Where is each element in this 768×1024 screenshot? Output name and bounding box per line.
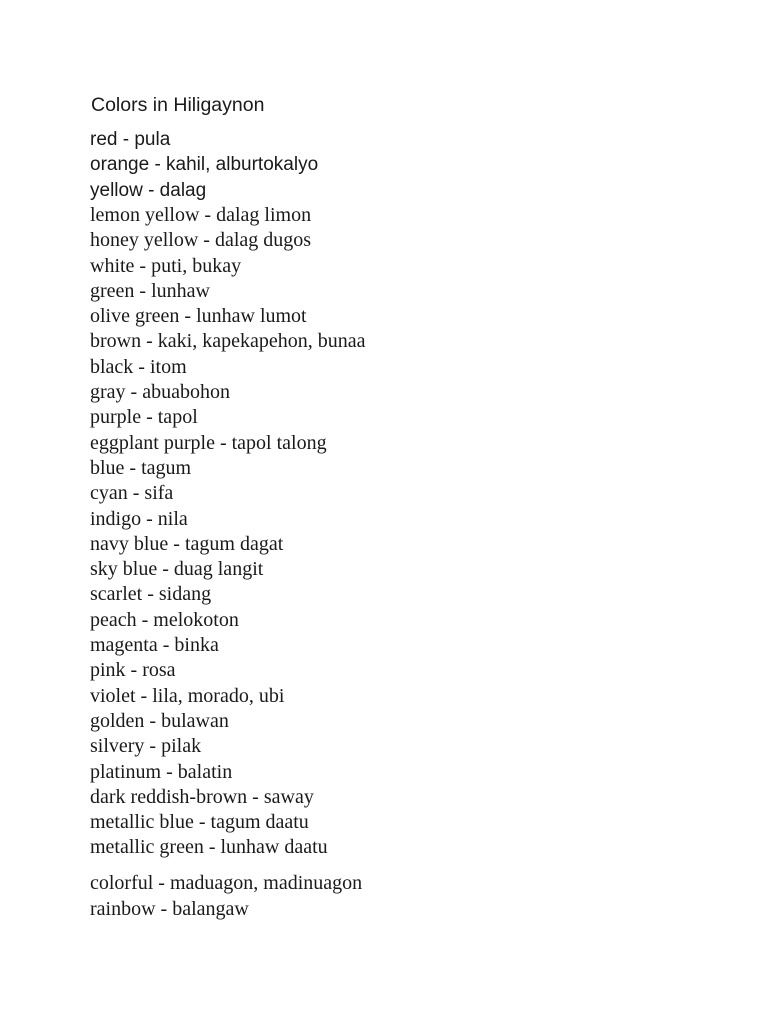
color-entry: indigo - nila xyxy=(90,507,188,530)
primary-color-list xyxy=(90,127,318,203)
color-entry: green - lunhaw xyxy=(90,279,210,302)
color-entry: dark reddish-brown - saway xyxy=(90,785,314,808)
color-entry: lemon yellow - dalag limon xyxy=(90,204,312,226)
color-entry: red - pula xyxy=(90,129,171,150)
color-entry: silvery - pilak xyxy=(90,735,202,758)
color-entry: olive green - lunhaw lumot xyxy=(90,305,307,328)
color-entry: yellow - dalag xyxy=(90,179,207,201)
color-entry: platinum - balatin xyxy=(90,760,233,783)
color-entry: honey yellow - dalag dugos xyxy=(90,229,312,252)
color-entry: metallic green - lunhaw daatu xyxy=(90,836,328,859)
color-entry: white - puti, bukay xyxy=(90,254,242,277)
color-list xyxy=(90,203,365,861)
color-entry: violet - lila, morado, ubi xyxy=(90,684,285,707)
color-entry: scarlet - sidang xyxy=(90,583,212,606)
color-entry: purple - tapol xyxy=(90,406,198,429)
color-entry: metallic blue - tagum daatu xyxy=(90,811,309,834)
color-entry: navy blue - tagum dagat xyxy=(90,532,284,555)
color-entry: pink - rosa xyxy=(90,659,176,682)
color-entry: black - itom xyxy=(90,355,187,378)
color-entry: cyan - sifa xyxy=(90,482,174,505)
color-entry: rainbow - balangaw xyxy=(90,898,249,920)
color-entry: gray - abuabohon xyxy=(90,381,230,404)
color-entry: magenta - binka xyxy=(90,634,219,657)
extra-color-list xyxy=(90,870,362,922)
document-title: Colors in Hiligaynon xyxy=(91,94,265,116)
color-entry: orange - kahil, alburtokalyo xyxy=(90,154,319,176)
color-entry: brown - kaki, kapekapehon, bunaa xyxy=(90,330,366,353)
color-entry: eggplant purple - tapol talong xyxy=(90,431,327,454)
color-entry: sky blue - duag langit xyxy=(90,558,264,581)
color-entry: golden - bulawan xyxy=(90,709,229,732)
color-entry: colorful - maduagon, madinuagon xyxy=(90,872,363,894)
color-entry: blue - tagum xyxy=(90,456,192,479)
color-entry: peach - melokoton xyxy=(90,608,239,631)
